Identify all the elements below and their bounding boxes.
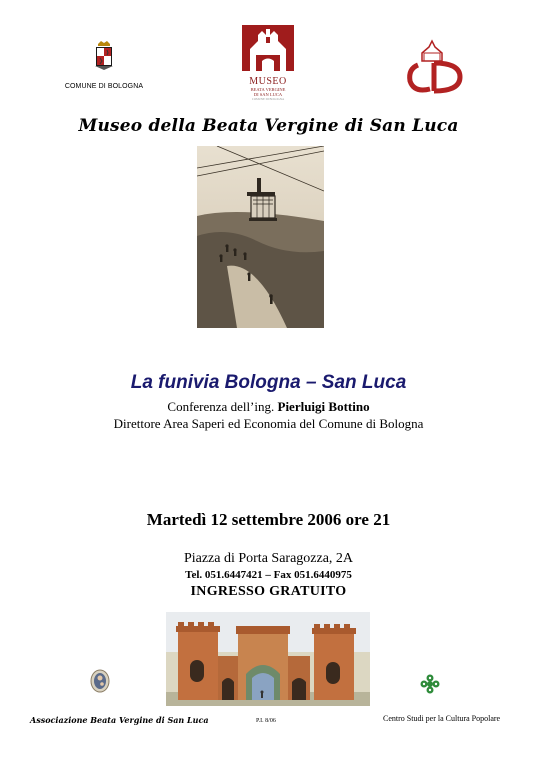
speaker-name: Pierluigi Bottino (277, 399, 370, 414)
document-code: P.I. 8/06 (256, 718, 276, 724)
coat-of-arms-icon (93, 40, 115, 70)
event-address: Piazza di Porta Saragozza, 2A (183, 551, 354, 566)
porta-saragozza-image (166, 612, 370, 706)
lecture-title: La funivia Bologna – San Luca (130, 372, 407, 393)
comune-caption: COMUNE DI BOLOGNA (64, 83, 144, 90)
museo-subtitle-2: DI SAN LUCA (253, 91, 283, 97)
admission-note: INGRESSO GRATUITO (190, 584, 347, 599)
comune-di-bologna-logo (64, 40, 144, 92)
funivia-historic-photo (197, 146, 324, 328)
speaker-prefix: Conferenza dell’ing. (167, 399, 278, 414)
event-date-time: Martedì 12 settembre 2006 ore 21 (146, 510, 391, 529)
speaker-role: Direttore Area Saperi ed Economia del Comune di Bologna (113, 416, 424, 431)
madonna-icon (90, 669, 110, 693)
cd-monogram-text: CD (434, 79, 436, 80)
centro-studi-emblem-icon (419, 673, 441, 695)
centro-studi-caption: Centro Studi per la Cultura Popolare (383, 714, 501, 723)
museo-logo (240, 25, 296, 101)
centro-studi-logo (404, 39, 466, 97)
museo-subtitle-1: BEATA VERGINE (250, 87, 286, 92)
speaker-line (0, 399, 537, 415)
museo-subtitle-3: COMUNE DI BOLOGNA (251, 97, 285, 101)
museo-text: MUSEO (249, 76, 287, 87)
church-logo-icon (242, 25, 294, 71)
event-phone: Tel. 051.6447421 – Fax 051.6440975 (185, 569, 352, 581)
museum-title: Museo della Beata Vergine di San Luca (78, 116, 459, 136)
association-caption: Associazione Beata Vergine di San Luca (30, 715, 209, 725)
